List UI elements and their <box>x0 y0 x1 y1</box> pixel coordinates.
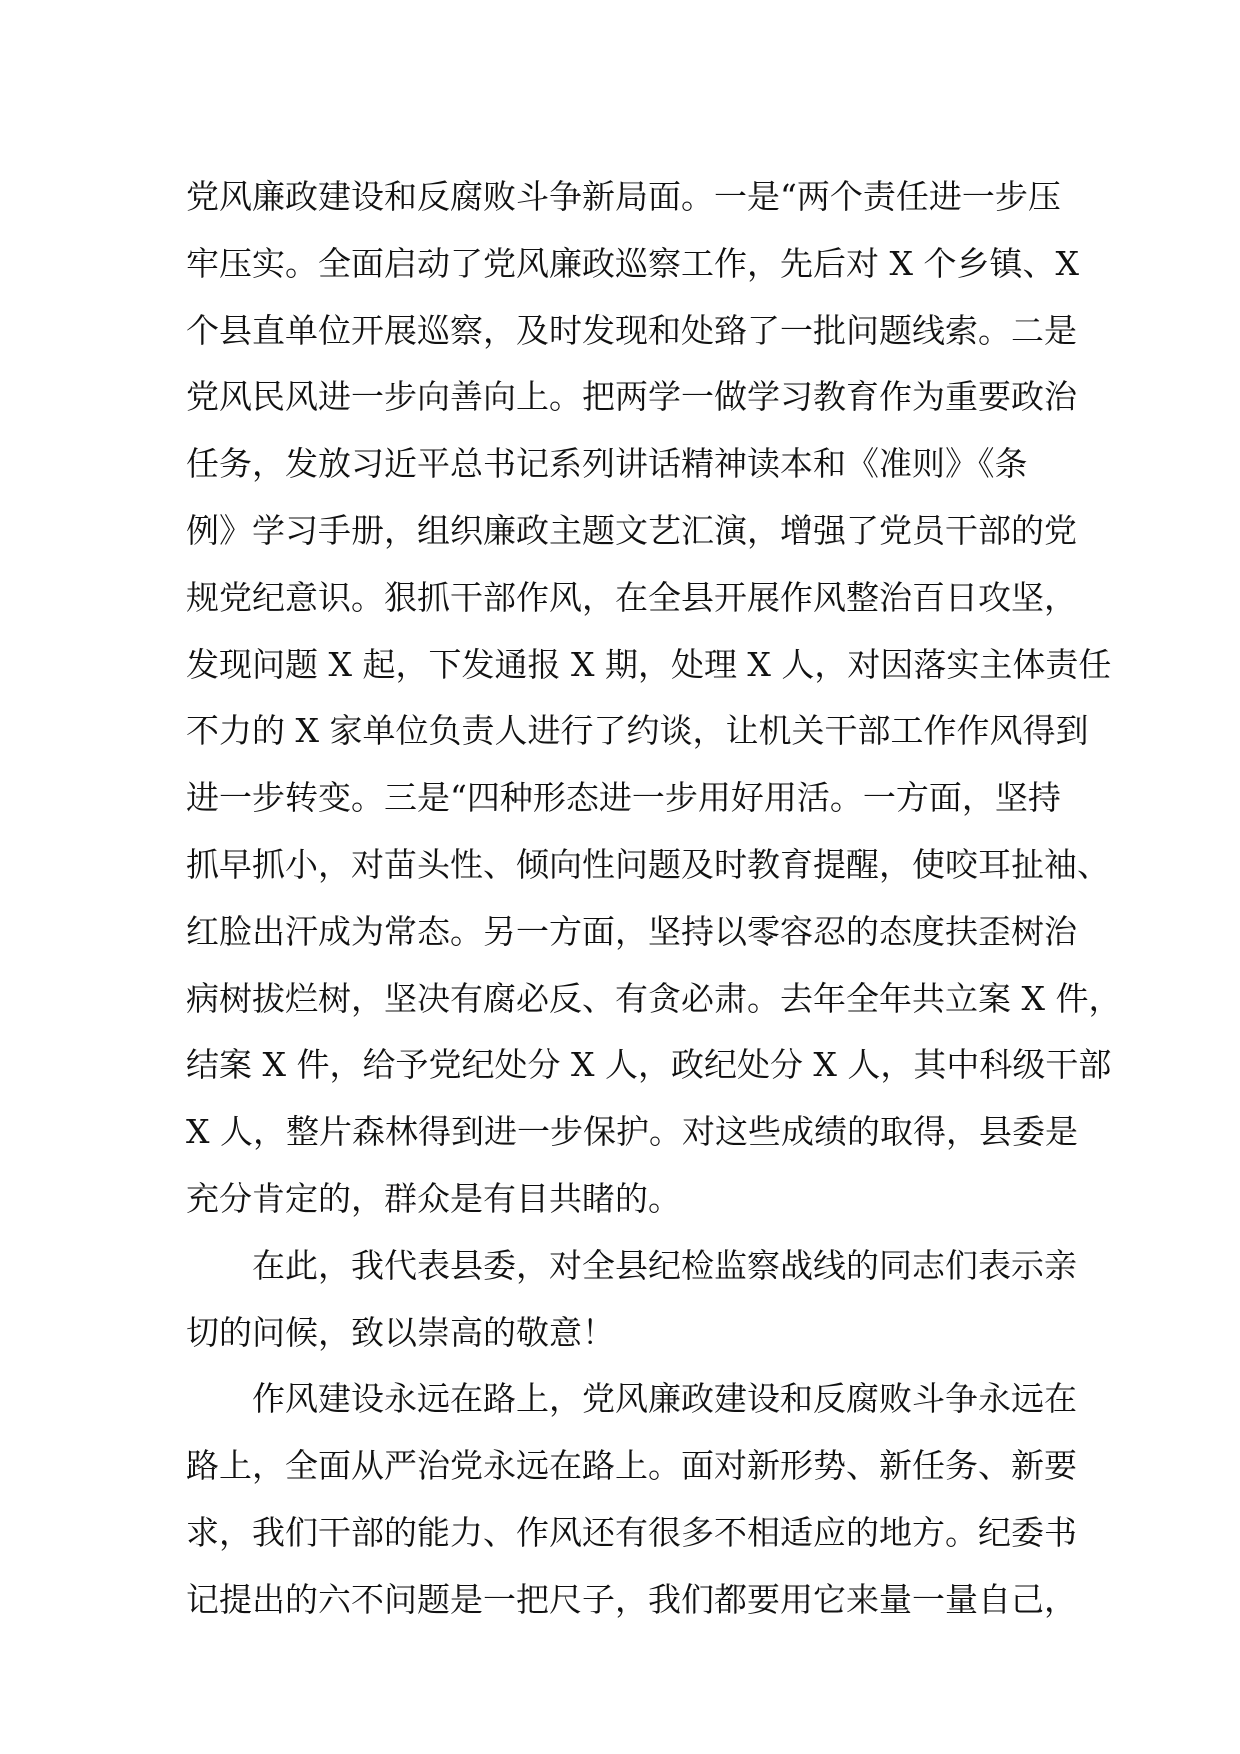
text-line: 发现问题 X 起，下发通报 X 期，处理 X 人，对因落实主体责任 <box>186 644 1112 684</box>
paragraph-first-line: 在此，我代表县委，对全县纪检监察战线的同志们表示亲 <box>252 1245 1077 1285</box>
text-line: 红脸出汗成为常态。另一方面，坚持以零容忍的态度扶歪树治 <box>186 911 1077 951</box>
text-line: 病树拔烂树，坚决有腐必反、有贪必肃。去年全年共立案 X 件， <box>186 978 1122 1018</box>
text-line: 不力的 X 家单位负责人进行了约谈，让机关干部工作作风得到 <box>186 711 1089 751</box>
text-line: X 人，整片森林得到进一步保护。对这些成绩的取得，县委是 <box>186 1112 1078 1152</box>
text-line: 例》学习手册，组织廉政主题文艺汇演，增强了党员干部的党 <box>186 510 1077 550</box>
text-line: 记提出的六不问题是一把尺子，我们都要用它来量一量自己， <box>186 1579 1077 1619</box>
text-line: 个县直单位开展巡察，及时发现和处臵了一批问题线索。二是 <box>186 310 1077 350</box>
text-line: 结案 X 件，给予党纪处分 X 人，政纪处分 X 人，其中科级干部 <box>186 1045 1112 1085</box>
document-body <box>186 164 1122 1634</box>
text-line: 求，我们干部的能力、作风还有很多不相适应的地方。纪委书 <box>186 1512 1077 1552</box>
text-line: 切的问候，致以崇高的敬意！ <box>186 1312 615 1352</box>
text-line: 进一步转变。三是“四种形态进一步用好用活。一方面，坚持 <box>186 778 1061 818</box>
text-line: 党风民风进一步向善向上。把两学一做学习教育作为重要政治 <box>186 377 1077 417</box>
text-line: 充分肯定的，群众是有目共睹的。 <box>186 1178 681 1218</box>
text-line: 规党纪意识。狠抓干部作风，在全县开展作风整治百日攻坚， <box>186 577 1077 617</box>
text-line: 牢压实。全面启动了党风廉政巡察工作，先后对 X 个乡镇、X <box>186 243 1079 283</box>
text-line: 路上，全面从严治党永远在路上。面对新形势、新任务、新要 <box>186 1446 1077 1486</box>
text-line: 抓早抓小，对苗头性、倾向性问题及时教育提醒，使咬耳扯袖、 <box>186 844 1110 884</box>
text-line: 党风廉政建设和反腐败斗争新局面。一是“两个责任进一步压 <box>186 177 1061 216</box>
text-line: 任务，发放习近平总书记系列讲话精神读本和《准则》《条 <box>186 444 1028 484</box>
paragraph-first-line: 作风建设永远在路上，党风廉政建设和反腐败斗争永远在 <box>252 1379 1077 1419</box>
